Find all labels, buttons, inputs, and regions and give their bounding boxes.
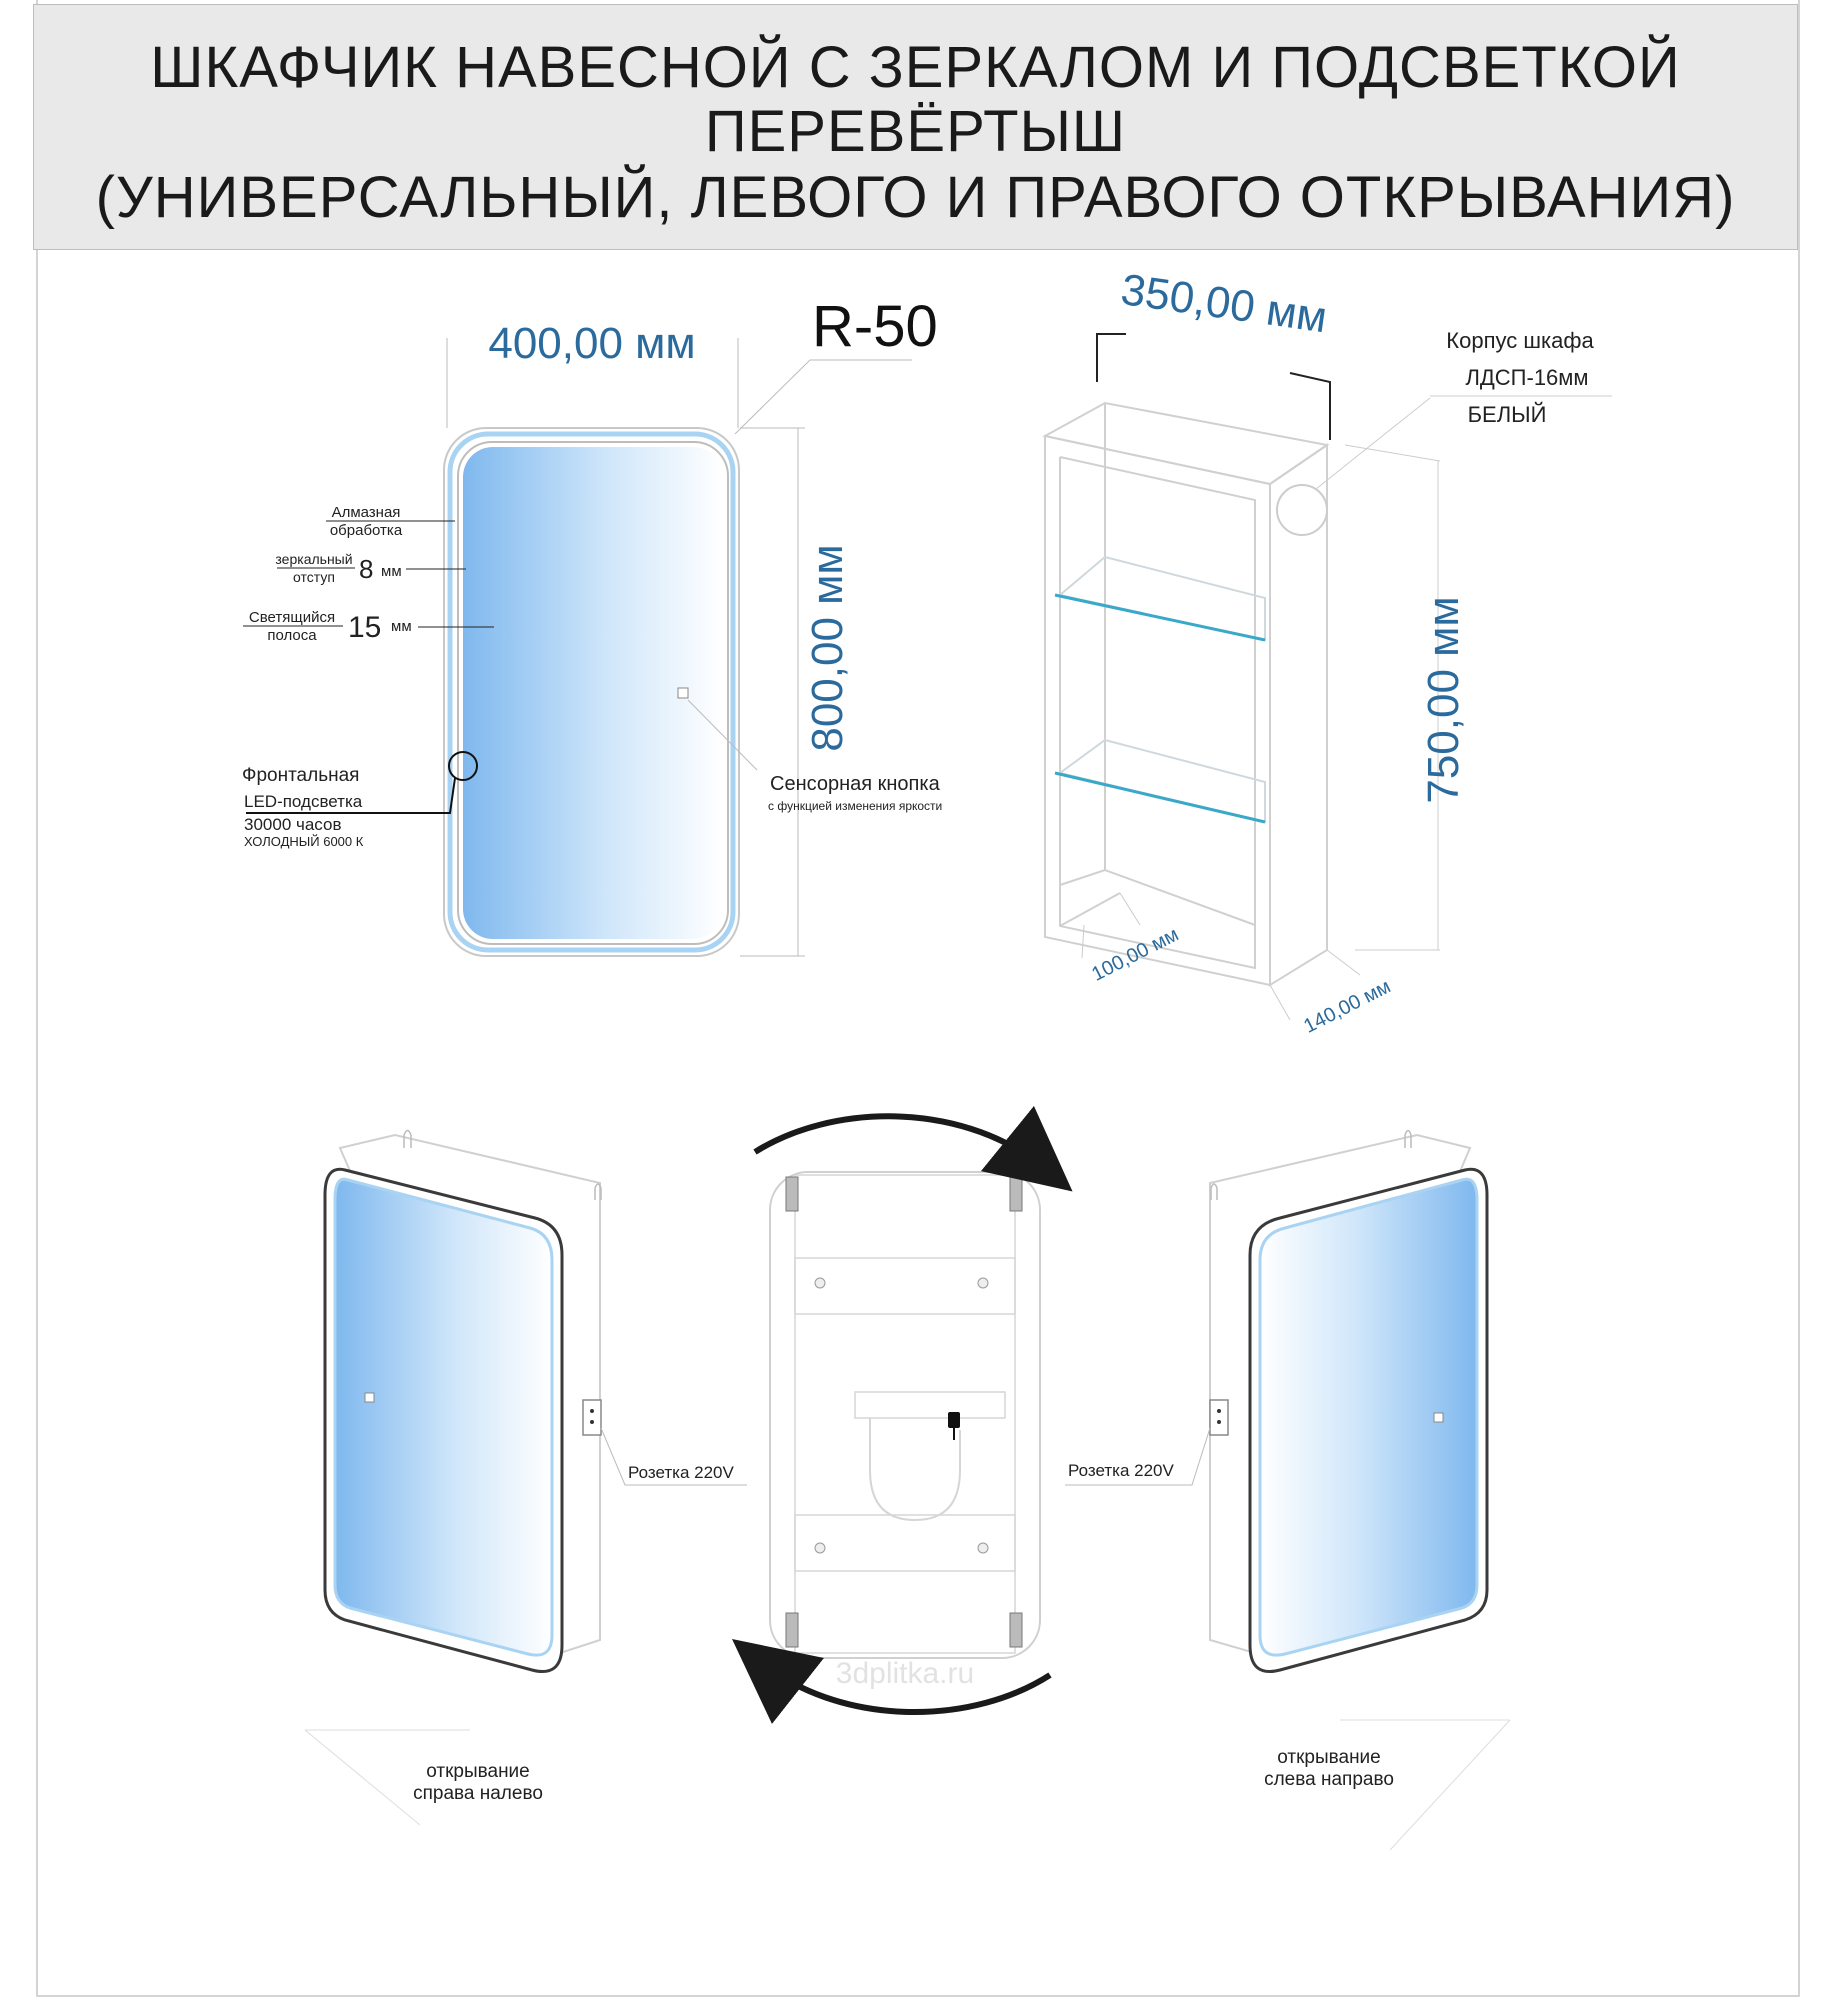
rear-screw-1 — [815, 1278, 825, 1288]
left-socket-icon — [583, 1400, 601, 1435]
offset-unit: мм — [381, 563, 402, 580]
rear-hinge-bottom-right — [1010, 1613, 1022, 1647]
rear-plug-icon — [948, 1412, 960, 1428]
rear-screw-3 — [815, 1543, 825, 1553]
left-caption-1: открывание — [426, 1761, 530, 1782]
cabinet-top-face — [1045, 403, 1327, 484]
right-caption-2: слева направо — [1264, 1769, 1394, 1790]
glass-shelf-upper-edge — [1055, 595, 1265, 640]
led-label-1: Фронтальная — [242, 765, 360, 786]
rear-screw-2 — [978, 1278, 988, 1288]
left-floor-diag — [305, 1730, 420, 1825]
right-opening-cabinet — [1065, 1131, 1510, 1851]
cab-height-ext-top — [1345, 445, 1440, 461]
diamond-label-1: Алмазная — [331, 504, 401, 521]
offset-label-2: отступ — [293, 569, 335, 585]
base-depth-ext — [1270, 985, 1290, 1020]
radius-label: R-50 — [812, 294, 938, 359]
left-door-mirror — [335, 1179, 552, 1655]
shelf-depth-label: 100,00 мм — [1088, 923, 1183, 986]
left-socket-pin-2 — [590, 1420, 594, 1424]
right-socket-icon — [1210, 1400, 1228, 1435]
rotate-arrow-top-icon — [755, 1116, 1040, 1165]
cabinet-labels — [1088, 265, 1594, 1038]
body-label-3: БЕЛЫЙ — [1467, 402, 1547, 427]
left-socket-pin-1 — [590, 1409, 594, 1413]
left-caption-2: справа налево — [413, 1783, 543, 1804]
base-depth-label: 140,00 мм — [1300, 975, 1395, 1038]
base-depth-ext-2 — [1327, 950, 1360, 975]
depth-bracket-left — [1097, 334, 1126, 382]
cabinet-body-view — [1045, 334, 1612, 1020]
diamond-label-2: обработка — [329, 522, 403, 539]
led-label-3: 30000 часов — [244, 815, 342, 834]
touch-label-1: Сенсорная кнопка — [770, 773, 940, 795]
rear-view-cabinet — [755, 1116, 1050, 1712]
front-width-label: 400,00 мм — [488, 319, 696, 368]
rear-hinge-top-right — [1010, 1177, 1022, 1211]
body-label-leader — [1316, 398, 1430, 489]
cabinet-depth-label: 350,00 мм — [1117, 264, 1331, 343]
body-label-2: ЛДСП-16мм — [1465, 365, 1589, 390]
edge-detail-circle — [1277, 485, 1327, 535]
rear-panel-outer — [770, 1172, 1040, 1658]
cabinet-inner-corner — [1060, 893, 1120, 926]
strip-label-2: полоса — [267, 627, 317, 644]
strip-label-1: Светящийся — [248, 609, 336, 626]
rear-screw-4 — [978, 1543, 988, 1553]
glass-shelf-upper — [1060, 557, 1265, 640]
right-socket-pin-1 — [1217, 1409, 1221, 1413]
cabinet-side-face — [1270, 445, 1327, 985]
right-floor-diag — [1390, 1720, 1510, 1850]
cabinet-inner-frame — [1060, 457, 1255, 968]
rear-hinge-top-left — [786, 1177, 798, 1211]
glass-shelf-lower-edge — [1055, 773, 1265, 822]
title-line-1: ШКАФЧИК НАВЕСНОЙ С ЗЕРКАЛОМ И ПОДСВЕТКОЙ — [150, 35, 1681, 100]
shelf-depth-ext-2 — [1120, 893, 1140, 925]
front-height-label: 800,00 мм — [803, 544, 852, 752]
right-touch-button-icon — [1434, 1413, 1443, 1422]
rear-hinge-bottom-left — [786, 1613, 798, 1647]
touch-button-icon — [678, 688, 688, 698]
offset-label-1: зеркальный — [275, 551, 353, 567]
led-label-2: LED-подсветка — [244, 792, 363, 811]
right-caption-1: открывание — [1277, 1747, 1381, 1768]
cabinet-front-opening — [1045, 436, 1270, 985]
right-socket-pin-2 — [1217, 1420, 1221, 1424]
front-view — [242, 294, 942, 956]
strip-unit: мм — [391, 618, 412, 635]
led-label-4: ХОЛОДНЫЙ 6000 К — [244, 834, 364, 849]
watermark-text: 3dplitka.ru — [835, 1657, 975, 1690]
cabinet-height-label: 750,00 мм — [1419, 596, 1468, 804]
left-opening-cabinet — [305, 1131, 747, 1826]
touch-label-2: с функцией изменения яркости — [768, 799, 943, 813]
left-socket-label: Розетка 220V — [628, 1463, 734, 1482]
offset-value: 8 — [359, 554, 374, 584]
body-label-1: Корпус шкафа — [1446, 328, 1594, 353]
strip-value: 15 — [348, 611, 382, 644]
cabinet-inner-bottom — [1060, 870, 1255, 925]
left-touch-button-icon — [365, 1393, 374, 1402]
radius-leader — [735, 360, 912, 434]
title-line-3: (УНИВЕРСАЛЬНЫЙ, ЛЕВОГО И ПРАВОГО ОТКРЫВАНИЯ) — [95, 165, 1736, 230]
right-door-mirror — [1260, 1179, 1477, 1655]
title-line-2: ПЕРЕВЁРТЫШ — [704, 99, 1127, 164]
right-socket-label: Розетка 220V — [1068, 1461, 1174, 1480]
depth-bracket-right — [1290, 373, 1330, 440]
